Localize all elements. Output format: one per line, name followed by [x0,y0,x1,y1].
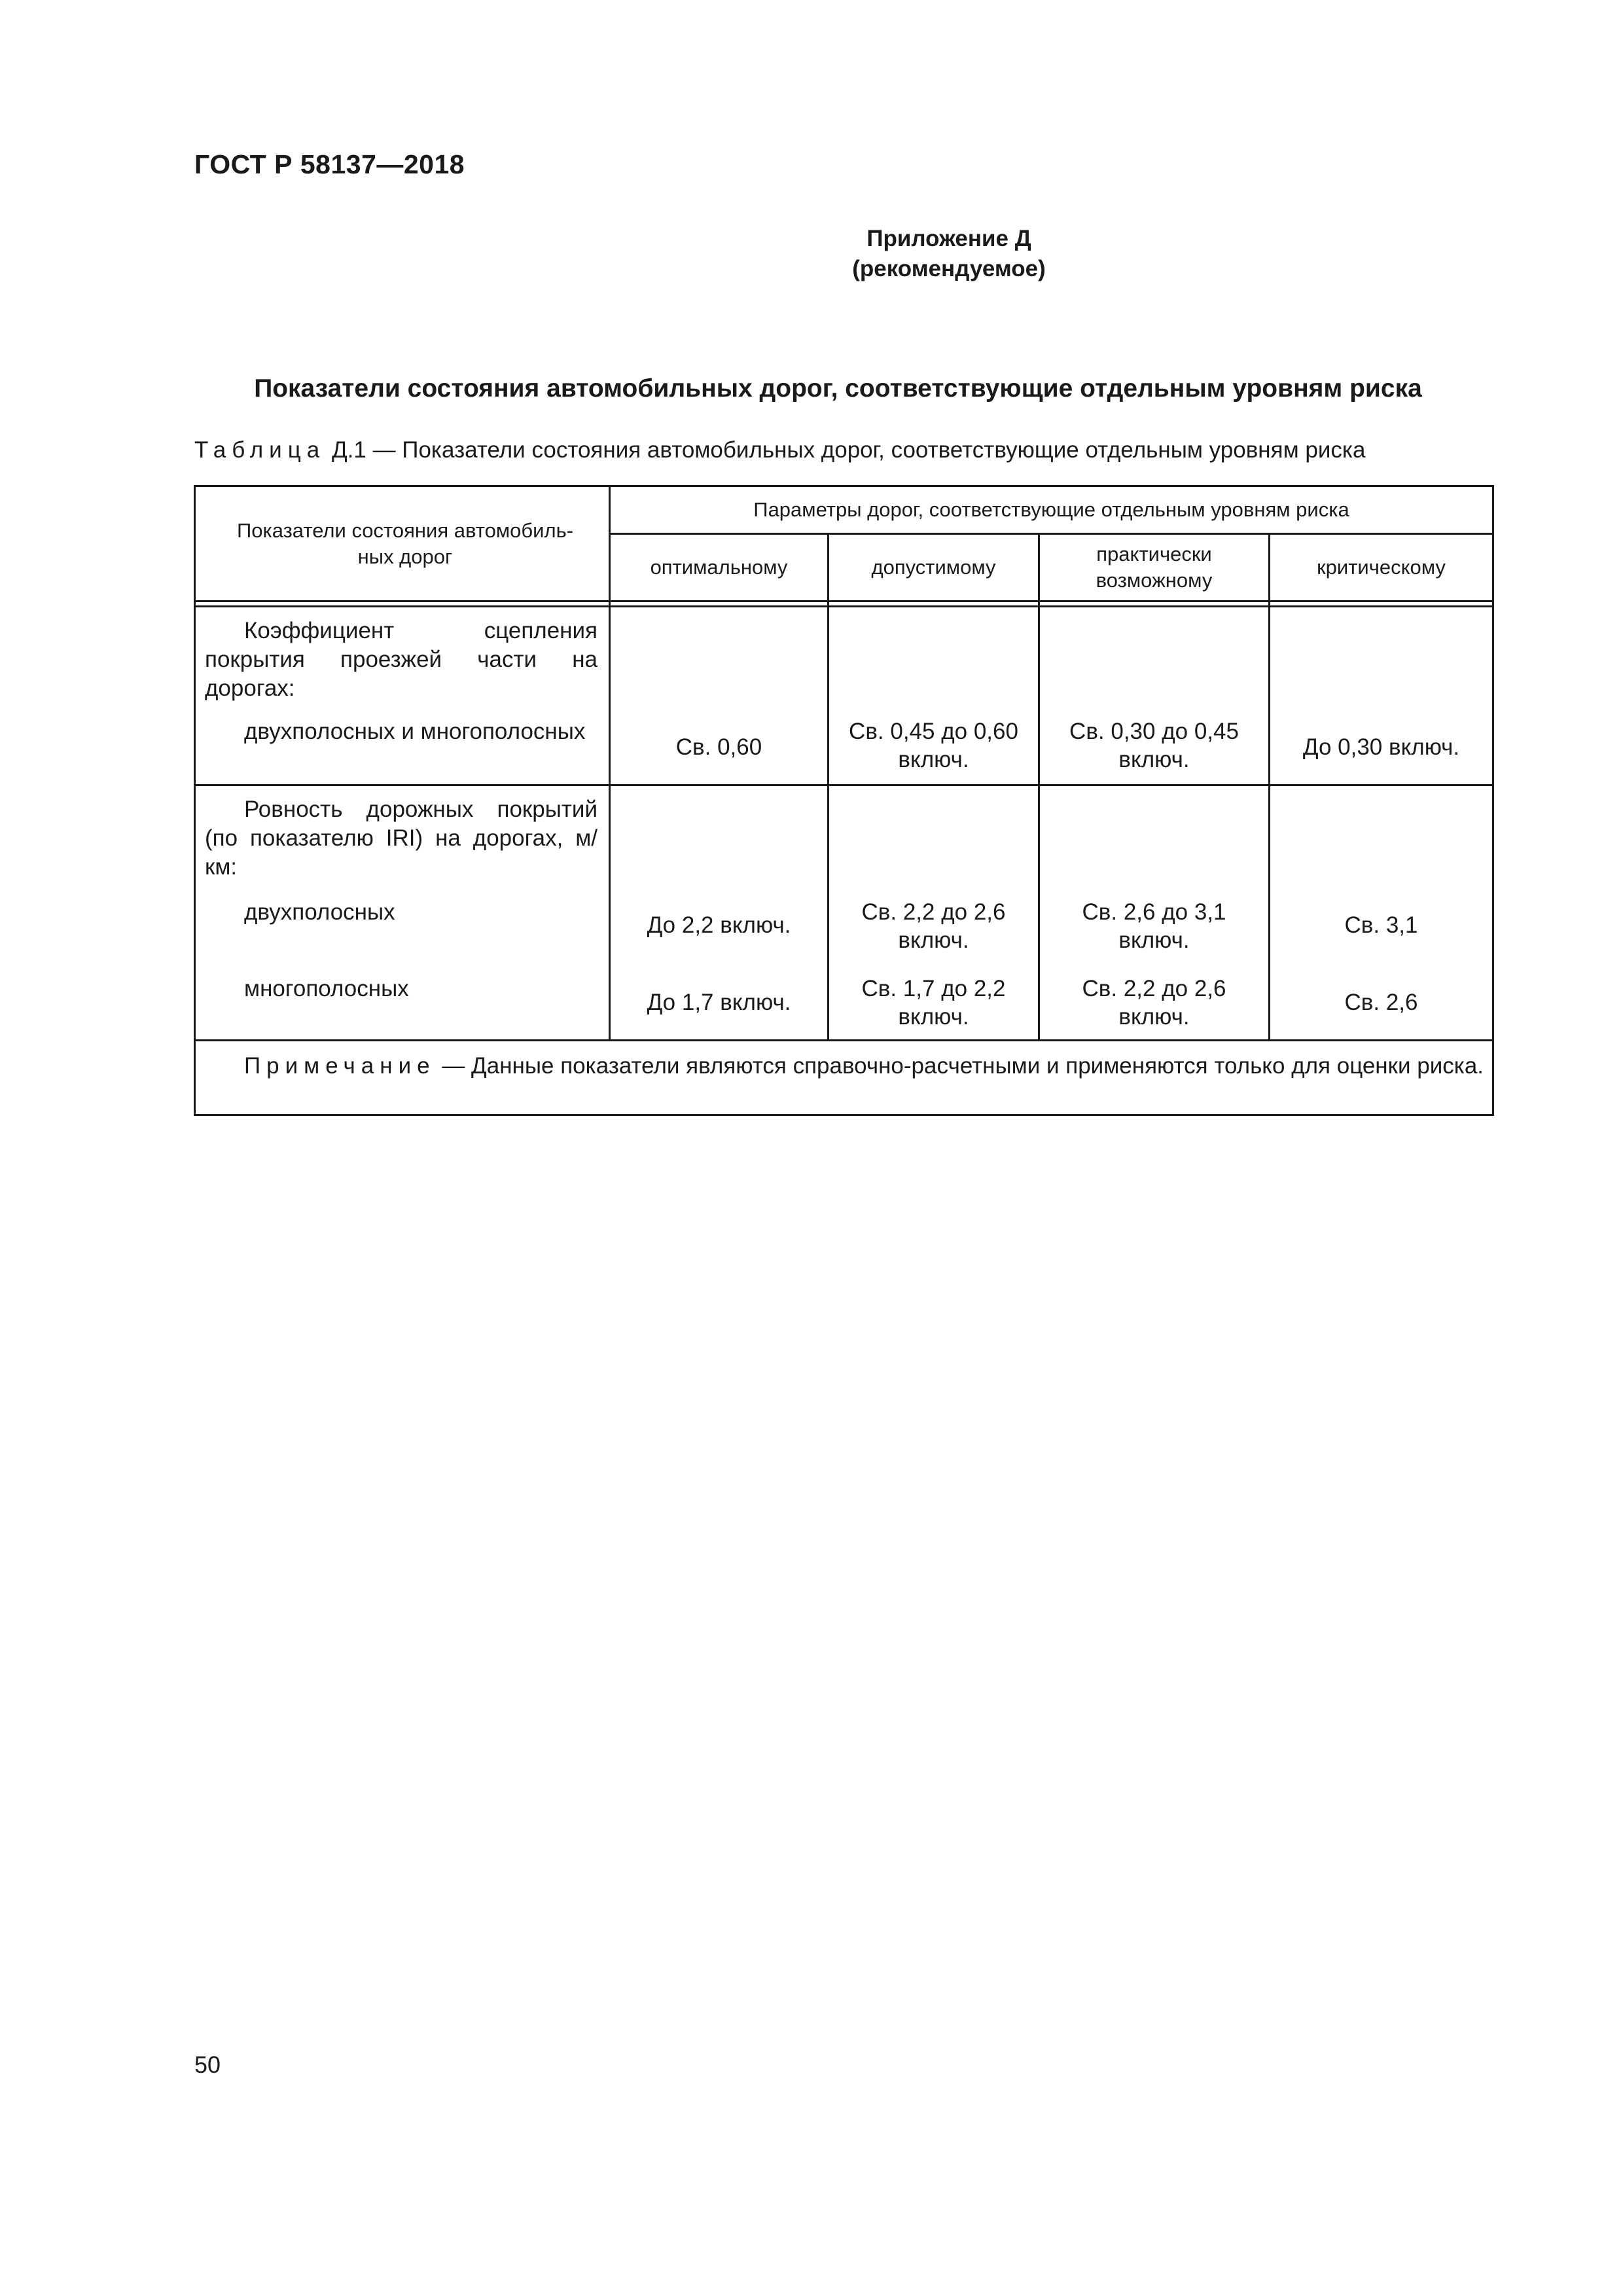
group2-row2-value-possible: Св. 2,2 до 2,6 включ. [1082,976,1226,1030]
header-indicator: Показатели состояния автомобиль-ных дорог [236,518,574,568]
section-title: Показатели состояния автомобильных дорог, соответствующие отдельным уровням риска [254,374,1422,403]
header-bottom-line-double [196,605,1492,607]
col-header-practically-possible: практически возможному [1096,543,1213,592]
group1-value-acceptable: Св. 0,45 до 0,60 включ. [849,719,1018,772]
table-caption-prefix: Таблица [194,437,326,463]
appendix-title: Приложение Д [866,226,1031,251]
note-divider [196,1039,1492,1041]
standard-designation: ГОСТ Р 58137—2018 [194,149,465,179]
note-prefix: Примечание [244,1053,436,1079]
group1-title: Коэффициент сцепления покрытия проезжей части на дорогах: [205,618,597,701]
group2-row1-value-acceptable: Св. 2,2 до 2,6 включ. [861,899,1006,953]
col-header-optimal: оптимальному [650,556,788,579]
appendix-status: (рекомендуемое) [852,256,1046,281]
group1-value-optimal: Св. 0,60 [675,734,762,760]
group2-row1-value-possible: Св. 2,6 до 3,1 включ. [1082,899,1226,953]
col-divider-2 [827,533,829,1039]
group2-row1-value-critical: Св. 3,1 [1344,912,1418,938]
table-caption-text: Д.1 — Показатели состояния автомобильных дорог, соответствующие отдельным уровням риска [325,437,1366,463]
group2-row2-value-optimal: До 1,7 включ. [647,990,791,1015]
group1-row-label: двухполосных и многополосных [244,719,586,744]
group2-row2-label: многополосных [244,976,409,1001]
header-bottom-line [196,600,1492,602]
header-params: Параметры дорог, соответствующие отдельным уровням риска [753,498,1349,521]
group2-row1-label: двухполосных [244,899,395,925]
col-divider-3 [1038,533,1040,1039]
table-caption [194,437,1503,463]
note-text: — Данные показатели являются справочно-расчетными и применяются только для оценки риска. [435,1053,1484,1079]
group1-value-possible: Св. 0,30 до 0,45 включ. [1069,719,1239,772]
group2-title: Ровность дорожных покрытий (по показателю IRI) на дорогах, м/км: [205,797,597,880]
group1-value-critical: До 0,30 включ. [1302,734,1460,760]
group-divider [196,784,1492,786]
group2-row2-value-critical: Св. 2,6 [1344,990,1418,1015]
group2-row1-value-optimal: До 2,2 включ. [647,912,791,938]
col-header-acceptable: допустимому [871,556,996,579]
table-note [205,1052,1484,1081]
col-divider-4 [1268,533,1270,1039]
risk-indicators-table [194,485,1494,1116]
page-number: 50 [194,2051,221,2078]
group2-row2-value-acceptable: Св. 1,7 до 2,2 включ. [861,976,1006,1030]
col-header-critical: критическому [1317,556,1446,579]
appendix-heading [648,224,1250,284]
